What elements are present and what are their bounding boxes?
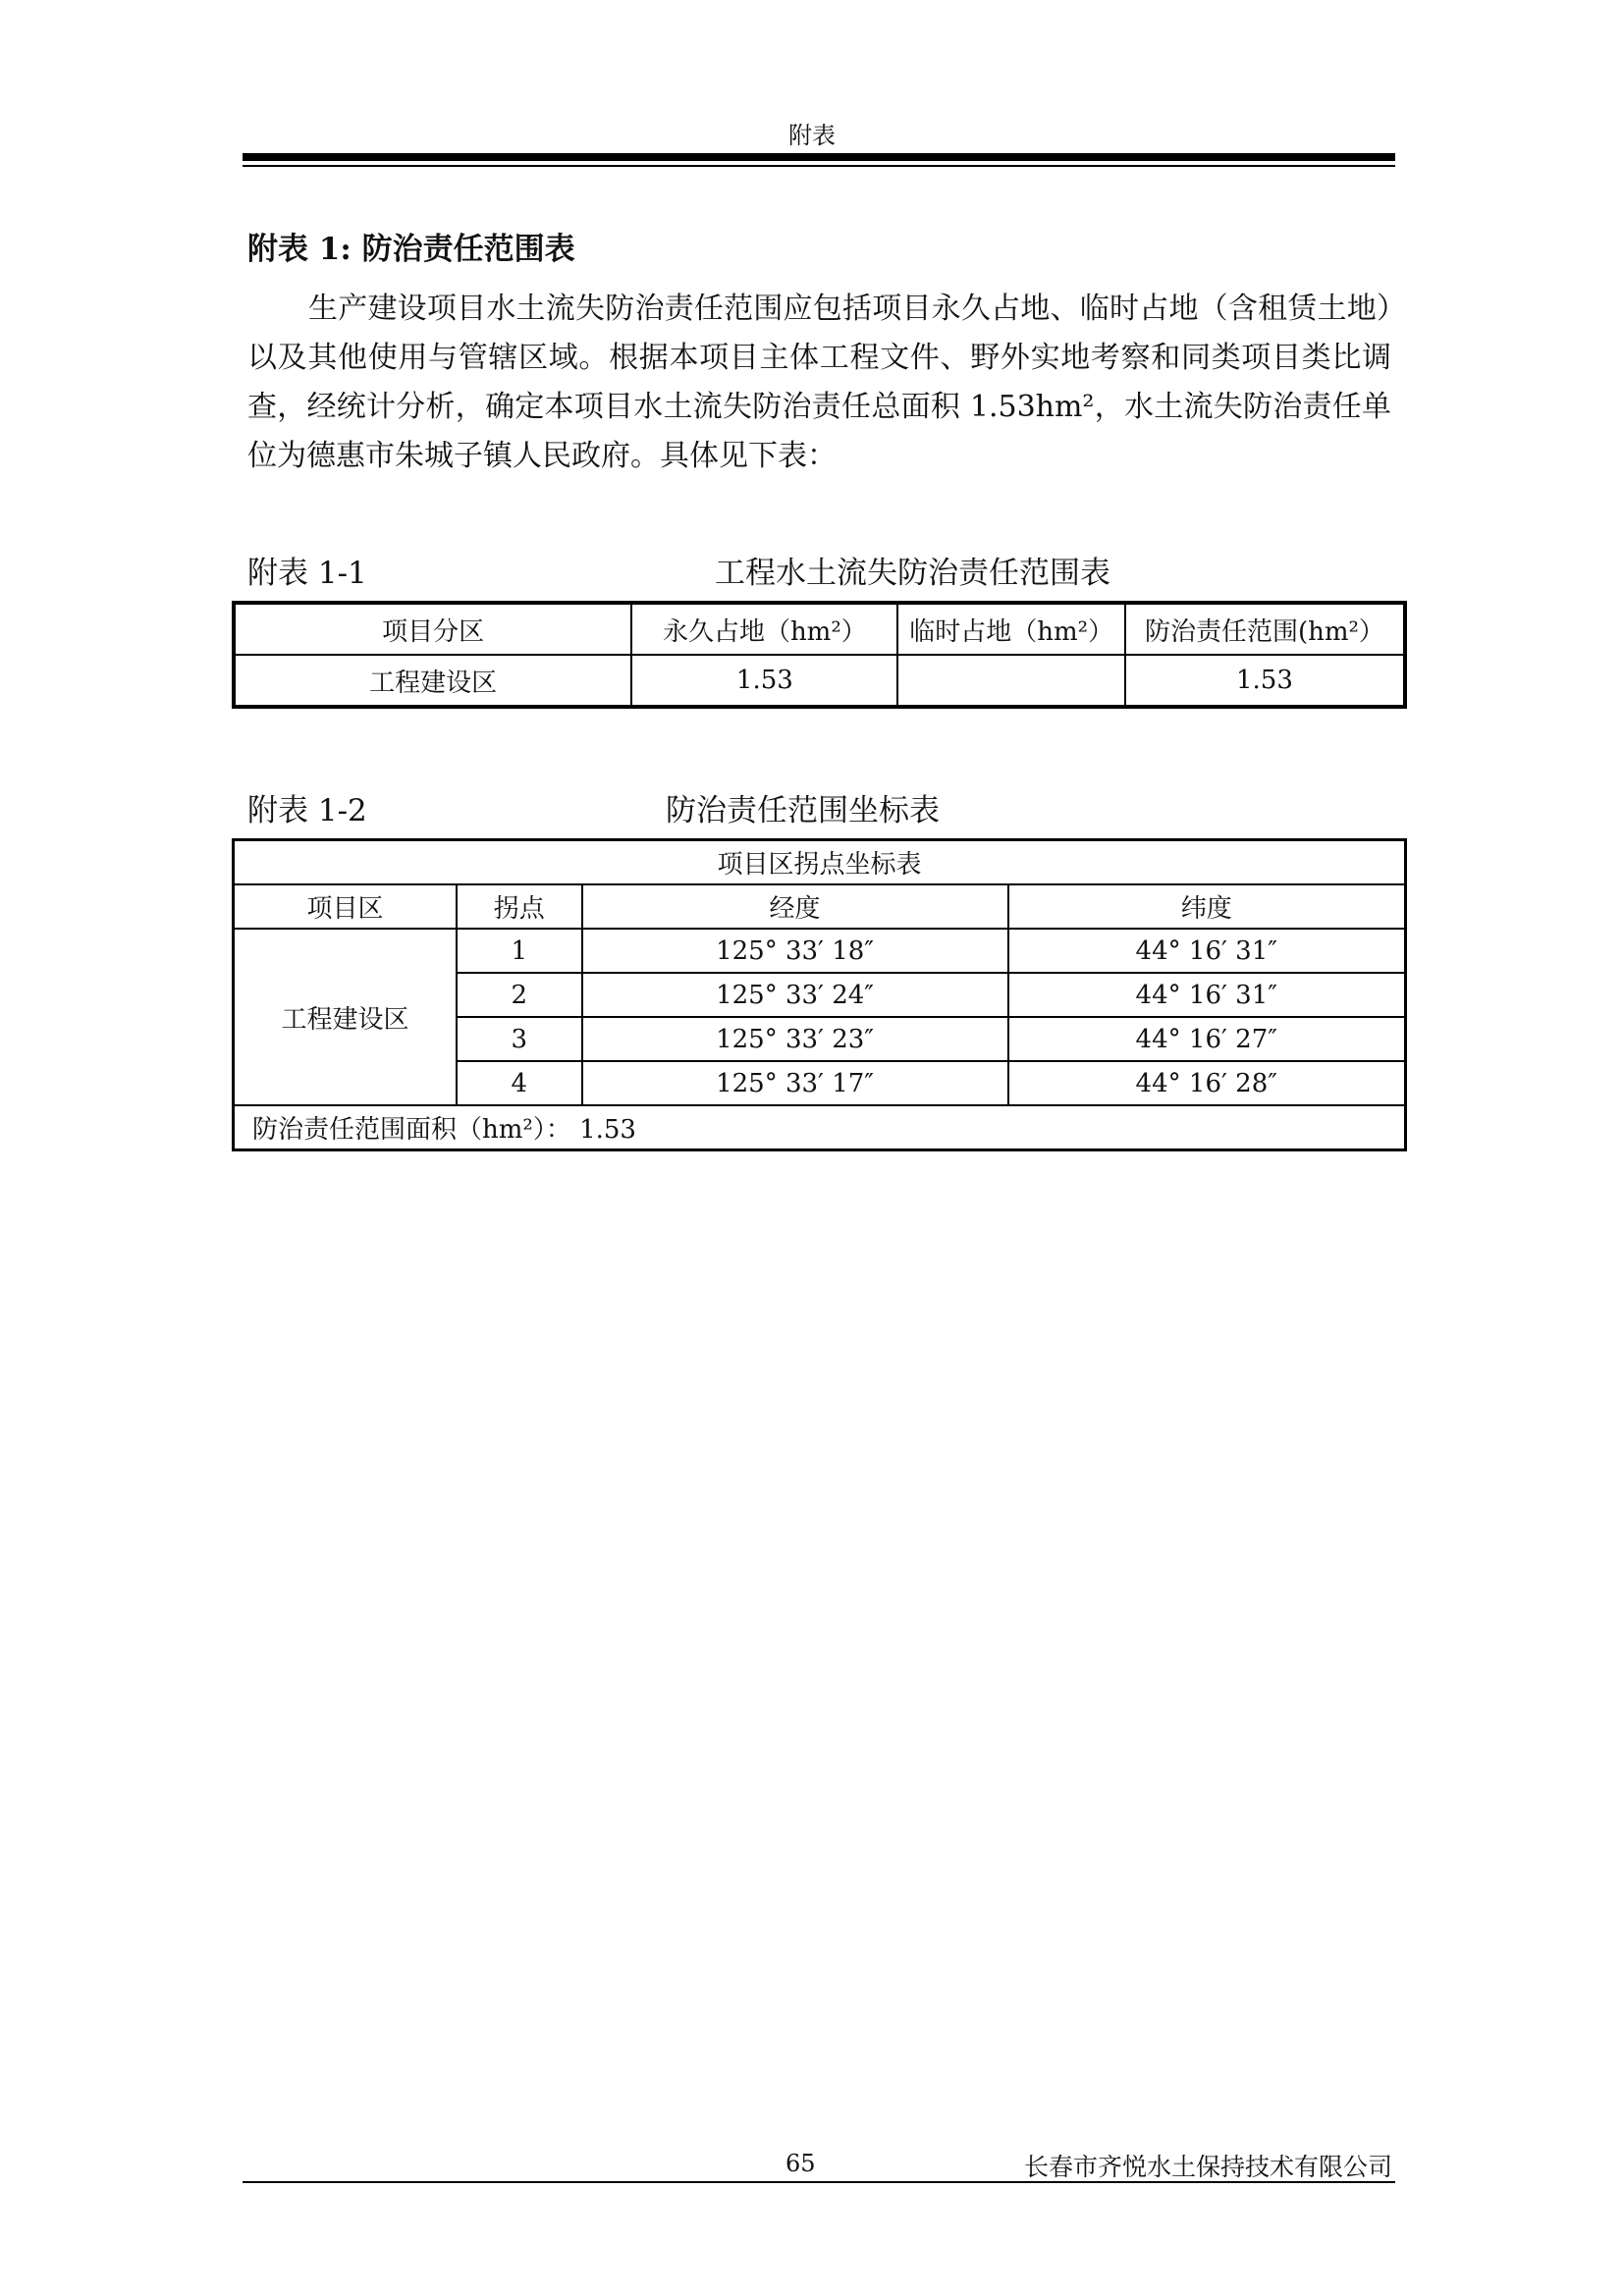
area-note: 防治责任范围面积（hm²）： 1.53 bbox=[234, 1105, 1406, 1150]
point-cell: 1 bbox=[457, 929, 582, 973]
table-row bbox=[234, 655, 1405, 707]
table-header-row bbox=[234, 603, 1405, 655]
zone-cell: 工程建设区 bbox=[234, 929, 457, 1105]
header-cell: 项目区 bbox=[234, 884, 457, 929]
footer-rule bbox=[243, 2181, 1395, 2183]
page-header-title: 附表 bbox=[788, 122, 836, 149]
header-cell: 永久占地（hm²） bbox=[631, 603, 897, 655]
section-heading: 附表 1: 防治责任范围表 bbox=[247, 232, 575, 267]
header-cell: 纬度 bbox=[1008, 884, 1406, 929]
header-cell: 经度 bbox=[582, 884, 1008, 929]
permanent-cell: 1.53 bbox=[631, 655, 897, 707]
header-cell: 临时占地（hm²） bbox=[897, 603, 1124, 655]
table2-title: 防治责任范围坐标表 bbox=[666, 793, 940, 828]
table-footer-row bbox=[234, 1105, 1406, 1150]
table2-label: 附表 1-2 bbox=[247, 793, 367, 828]
table-banner-row bbox=[234, 840, 1406, 885]
responsibility-range-table bbox=[232, 601, 1407, 709]
zone-cell: 工程建设区 bbox=[234, 655, 631, 707]
longitude-cell: 125° 33′ 17″ bbox=[582, 1061, 1008, 1105]
latitude-cell: 44° 16′ 31″ bbox=[1008, 929, 1406, 973]
header-cell: 项目分区 bbox=[234, 603, 631, 655]
point-cell: 2 bbox=[457, 973, 582, 1017]
header-rule-thick bbox=[243, 153, 1395, 161]
longitude-cell: 125° 33′ 24″ bbox=[582, 973, 1008, 1017]
point-cell: 3 bbox=[457, 1017, 582, 1061]
header-cell: 防治责任范围(hm²） bbox=[1125, 603, 1405, 655]
latitude-cell: 44° 16′ 28″ bbox=[1008, 1061, 1406, 1105]
table-banner: 项目区拐点坐标表 bbox=[234, 840, 1406, 885]
table-header-row bbox=[234, 884, 1406, 929]
table1-title: 工程水土流失防治责任范围表 bbox=[715, 556, 1110, 591]
page-number: 65 bbox=[785, 2150, 816, 2177]
point-cell: 4 bbox=[457, 1061, 582, 1105]
coordinate-table bbox=[232, 838, 1407, 1151]
table-row bbox=[234, 929, 1406, 973]
total-cell: 1.53 bbox=[1125, 655, 1405, 707]
longitude-cell: 125° 33′ 18″ bbox=[582, 929, 1008, 973]
temporary-cell bbox=[897, 655, 1124, 707]
intro-paragraph: 生产建设项目水土流失防治责任范围应包括项目永久占地、临时占地（含租赁土地）以及其他使用与管辖区域。根据本项目主体工程文件、野外实地考察和同类项目类比调查，经统计分析，确定本项目水土流失防治责任总面积 1.53hm²，水土流失防治责任单位为德惠市朱城子镇人民政府。具体见下表： bbox=[247, 292, 1391, 473]
header-rule-thin bbox=[243, 165, 1395, 167]
latitude-cell: 44° 16′ 27″ bbox=[1008, 1017, 1406, 1061]
table1-label: 附表 1-1 bbox=[247, 556, 367, 591]
latitude-cell: 44° 16′ 31″ bbox=[1008, 973, 1406, 1017]
header-cell: 拐点 bbox=[457, 884, 582, 929]
longitude-cell: 125° 33′ 23″ bbox=[582, 1017, 1008, 1061]
company-name: 长春市齐悦水土保持技术有限公司 bbox=[1023, 2153, 1392, 2181]
